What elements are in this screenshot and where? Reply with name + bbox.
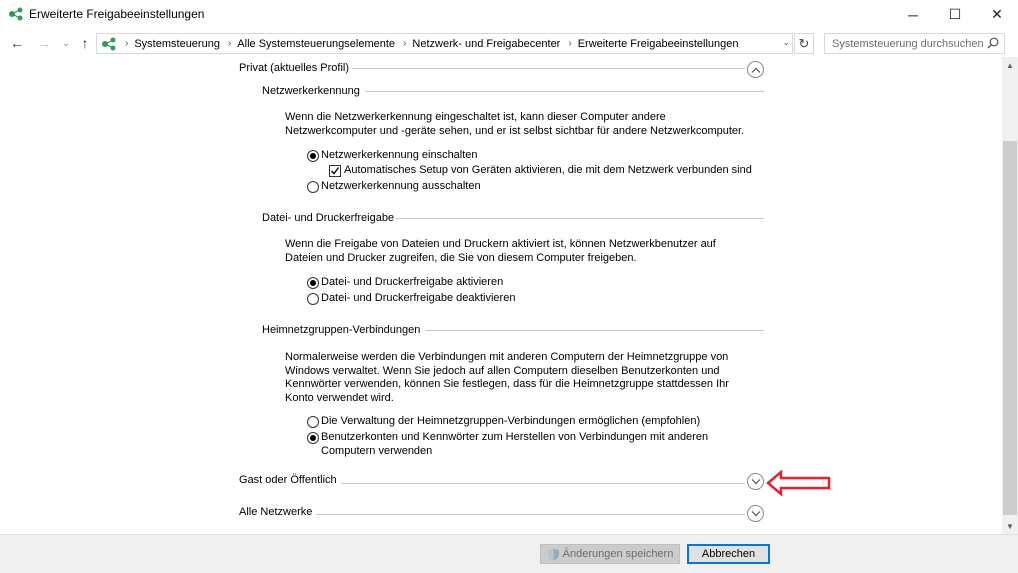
breadcrumb-separator: ›: [125, 38, 129, 49]
file-sharing-heading: Datei- und Druckerfreigabe: [262, 212, 395, 224]
network-discovery-on-radio[interactable]: [307, 150, 319, 162]
breadcrumb-network-center[interactable]: Netzwerk- und Freigabecenter: [412, 37, 561, 50]
save-changes-label: Änderungen speichern: [562, 548, 674, 560]
minimize-button[interactable]: ─: [908, 6, 918, 23]
checkmark-icon: [330, 166, 340, 176]
search-icon[interactable]: [987, 37, 999, 49]
vertical-scrollbar[interactable]: [1002, 57, 1018, 534]
scroll-up-icon[interactable]: ▲: [1006, 60, 1014, 70]
network-discovery-description: Wenn die Netzwerkerkennung eingeschaltet ist, kann dieser Computer andere Netzwerkcomputer und -geräte sehen, und er ist selbst sichtbar für andere Netzwerkcomputer.: [285, 111, 745, 137]
back-button[interactable]: ←: [10, 35, 24, 51]
breadcrumb-all-items[interactable]: Alle Systemsteuerungselemente: [237, 37, 396, 50]
collapse-private-button[interactable]: [747, 61, 764, 78]
network-sharing-icon: [8, 7, 24, 21]
network-discovery-off-label[interactable]: Netzwerkerkennung ausschalten: [321, 180, 481, 192]
search-placeholder: Systemsteuerung durchsuchen: [832, 37, 984, 50]
save-changes-button[interactable]: [540, 544, 680, 564]
settings-content: [0, 57, 1002, 534]
all-networks-title[interactable]: Alle Netzwerke: [239, 506, 313, 518]
guest-profile-title[interactable]: Gast oder Öffentlich: [239, 474, 337, 486]
file-sharing-on-label[interactable]: Datei- und Druckerfreigabe aktivieren: [321, 276, 504, 288]
breadcrumb-systemsteuerung[interactable]: Systemsteuerung: [134, 37, 220, 50]
refresh-button[interactable]: ↻: [794, 33, 814, 54]
auto-setup-label[interactable]: Automatisches Setup von Geräten aktivieren, die mit dem Netzwerk verbunden sind: [344, 164, 752, 176]
breadcrumb-separator: ›: [568, 38, 572, 49]
footer-bar: [0, 534, 1018, 573]
homegroup-description: Normalerweise werden die Verbindungen mit anderen Computern der Heimnetzgruppe von Windows verwaltet. Wenn Sie jedoch auf allen Computern dieselben Benutzerkonten und Kennwörter verwenden, können Sie festlegen, dass für die Heimnetzgruppe stattdessen Ihr Konto verwendet wird.: [285, 351, 729, 404]
up-button[interactable]: ↑: [81, 35, 89, 51]
divider: [352, 68, 745, 69]
maximize-button[interactable]: ☐: [948, 6, 962, 22]
close-button[interactable]: ✕: [991, 6, 1003, 22]
homegroup-windows-radio[interactable]: [307, 416, 319, 428]
divider: [396, 218, 764, 219]
breadcrumb-advanced-sharing[interactable]: Erweiterte Freigabeeinstellungen: [577, 37, 739, 50]
file-sharing-description: Wenn die Freigabe von Dateien und Druckern aktiviert ist, können Netzwerkbenutzer auf Dateien und Drucker zugreifen, die Sie von diesem Computer freigeben.: [285, 238, 716, 264]
homegroup-heading: Heimnetzgruppen-Verbindungen: [262, 324, 421, 336]
navigation-bar: [0, 29, 1018, 57]
divider: [365, 91, 764, 92]
expand-guest-button[interactable]: [747, 473, 764, 490]
network-discovery-on-label[interactable]: Netzwerkerkennung einschalten: [321, 149, 478, 161]
address-bar[interactable]: [96, 33, 793, 54]
expand-all-networks-button[interactable]: [747, 505, 764, 522]
breadcrumb-separator: ›: [227, 38, 232, 49]
divider: [316, 514, 745, 515]
window-title: Erweiterte Freigabeeinstellungen: [29, 7, 205, 21]
homegroup-accounts-radio[interactable]: [307, 432, 319, 444]
title-bar: [0, 0, 1018, 29]
divider: [426, 330, 764, 331]
cancel-button[interactable]: Abbrechen: [687, 544, 770, 564]
chevron-down-icon: [751, 511, 761, 517]
recent-locations-button[interactable]: ⌄: [62, 37, 70, 48]
private-profile-title[interactable]: Privat (aktuelles Profil): [239, 62, 350, 74]
forward-button[interactable]: →: [37, 35, 51, 51]
address-dropdown-icon[interactable]: ⌄: [782, 37, 790, 47]
homegroup-accounts-label[interactable]: Benutzerkonten und Kennwörter zum Herstellen von Verbindungen mit anderen Computern verwenden: [321, 431, 709, 457]
uac-shield-icon: [547, 548, 560, 561]
network-discovery-off-radio[interactable]: [307, 181, 319, 193]
search-input[interactable]: [824, 33, 1005, 54]
annotation-arrow-icon: [766, 470, 832, 496]
breadcrumb-separator: ›: [403, 38, 407, 49]
file-sharing-on-radio[interactable]: [307, 277, 319, 289]
auto-setup-checkbox[interactable]: [329, 165, 341, 177]
chevron-up-icon: [751, 67, 761, 73]
network-discovery-heading: Netzwerkerkennung: [262, 85, 360, 97]
chevron-down-icon: [751, 479, 761, 485]
control-panel-icon: [101, 37, 117, 51]
file-sharing-off-label[interactable]: Datei- und Druckerfreigabe deaktivieren: [321, 292, 516, 304]
scroll-down-icon[interactable]: ▼: [1006, 521, 1014, 531]
scrollbar-thumb[interactable]: [1003, 141, 1017, 515]
divider: [341, 483, 745, 484]
homegroup-windows-label[interactable]: Die Verwaltung der Heimnetzgruppen-Verbindungen ermöglichen (empfohlen): [321, 415, 701, 427]
file-sharing-off-radio[interactable]: [307, 293, 319, 305]
